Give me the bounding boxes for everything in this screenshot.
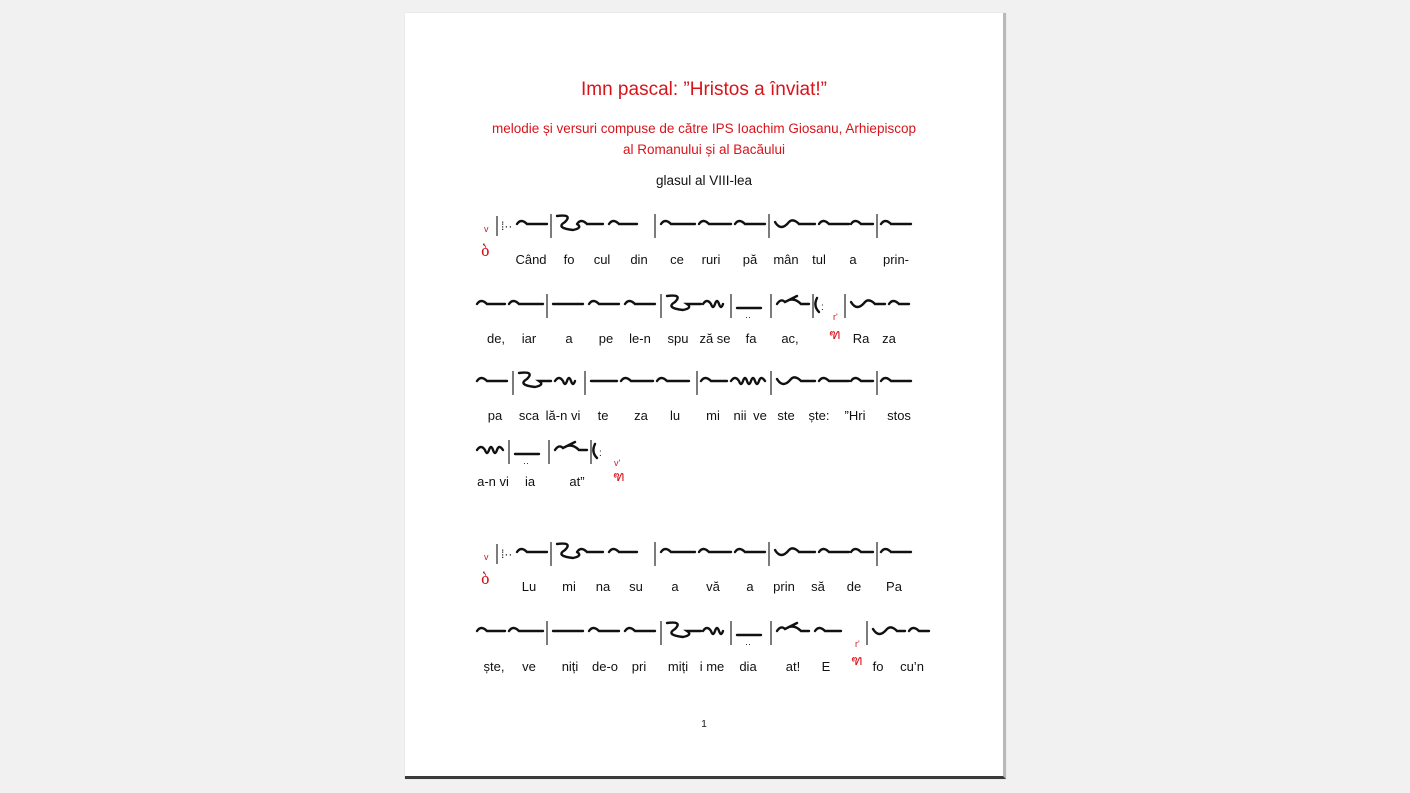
martyria-icon: [613, 458, 625, 485]
syllable: niți: [561, 659, 579, 674]
svg-text::: :: [821, 302, 824, 313]
svg-text:ბ: ბ: [481, 570, 490, 588]
svg-text:··: ··: [745, 312, 751, 322]
syllable: ”Hri: [844, 408, 866, 423]
svg-text:··: ··: [745, 639, 751, 649]
syllable: mân: [773, 252, 799, 267]
syllable: ruri: [701, 252, 721, 267]
syllable: pe: [598, 331, 614, 346]
syllable: a: [746, 579, 754, 594]
svg-text:r': r': [855, 639, 860, 649]
syllable: le-n: [629, 331, 651, 346]
syllable: spu: [667, 331, 689, 346]
syllable: pă: [742, 252, 758, 267]
syllable: de: [846, 579, 862, 594]
syllable: sca: [518, 408, 540, 423]
svg-text:v': v': [614, 458, 621, 468]
page-number: 1: [701, 719, 707, 730]
syllable: at!: [785, 659, 801, 674]
syllable: Ra: [852, 331, 870, 346]
syllable: na: [595, 579, 611, 594]
syllable: ște:: [808, 408, 830, 423]
svg-text:ฑ: ฑ: [829, 327, 841, 343]
syllable: tul: [812, 252, 826, 267]
syllable: pa: [487, 408, 503, 423]
syllable: a: [671, 579, 679, 594]
svg-text:ბ: ბ: [481, 242, 490, 260]
syllable: dia: [739, 659, 757, 674]
subtitle-line-1: melodie și versuri compuse de către IPS Ioachim Giosanu, Arhiepiscop: [492, 121, 916, 136]
svg-text:v: v: [484, 224, 489, 234]
svg-text:r': r': [833, 312, 838, 322]
syllable: prin-: [882, 252, 910, 267]
syllable: ac,: [781, 331, 799, 346]
syllable: za: [634, 408, 648, 423]
neume-notation-5: [405, 538, 1003, 588]
syllable: să: [811, 579, 825, 594]
syllable: cu’n: [900, 659, 924, 674]
svg-text:⁞··: ⁞··: [501, 219, 513, 233]
syllable: su: [629, 579, 643, 594]
syllable: ște,: [483, 659, 505, 674]
syllable: a: [565, 331, 573, 346]
mode-label: glasul al VIII-lea: [655, 173, 753, 188]
hymn-subtitle: [405, 118, 1003, 160]
syllable: i me: [699, 659, 725, 674]
martyria-icon: [829, 312, 841, 343]
syllable: ste: [777, 408, 795, 423]
syllable: de,: [486, 331, 506, 346]
svg-text:ฑ: ฑ: [851, 653, 863, 669]
syllable: vă: [706, 579, 720, 594]
document-page: [405, 13, 1006, 779]
neume-staff-5: [405, 538, 1003, 588]
syllable: pri: [631, 659, 647, 674]
hymn-title: Imn pascal: ”Hristos a înviat!”: [580, 79, 828, 100]
syllable: miți: [667, 659, 689, 674]
syllable: ve: [753, 408, 767, 423]
martyria-icon: [481, 552, 490, 588]
svg-text:ฑ: ฑ: [613, 469, 625, 485]
syllable: a-n vi: [477, 474, 509, 489]
syllable: fo: [872, 659, 884, 674]
syllable: za: [882, 331, 896, 346]
svg-text::: :: [599, 448, 602, 459]
syllable: Pa: [886, 579, 902, 594]
svg-text:⁞··: ⁞··: [501, 547, 513, 561]
martyria-icon: [481, 224, 490, 260]
syllable: de-o: [591, 659, 619, 674]
subtitle-line-2: al Romanului și al Bacăului: [622, 142, 786, 157]
syllable: Când: [515, 252, 547, 267]
syllable: lă-n vi: [545, 408, 581, 423]
syllable: ve: [522, 659, 536, 674]
svg-text:v: v: [484, 552, 489, 562]
syllable: nii: [733, 408, 747, 423]
syllable: at”: [569, 474, 585, 489]
syllable: lu: [669, 408, 681, 423]
svg-text:··: ··: [523, 458, 529, 468]
syllable: a: [849, 252, 857, 267]
martyria-icon: [851, 639, 863, 669]
syllable: mi: [562, 579, 576, 594]
syllable: fa: [745, 331, 757, 346]
syllable: ia: [524, 474, 536, 489]
syllable: E: [821, 659, 831, 674]
syllable: Lu: [521, 579, 537, 594]
syllable: fo: [563, 252, 575, 267]
syllable: stos: [887, 408, 911, 423]
syllable: din: [630, 252, 648, 267]
syllable: cul: [593, 252, 611, 267]
syllable: iar: [521, 331, 537, 346]
syllable: te: [597, 408, 609, 423]
syllable: ză se: [699, 331, 731, 346]
syllable: prin: [773, 579, 795, 594]
syllable: mi: [706, 408, 720, 423]
syllable: ce: [670, 252, 684, 267]
